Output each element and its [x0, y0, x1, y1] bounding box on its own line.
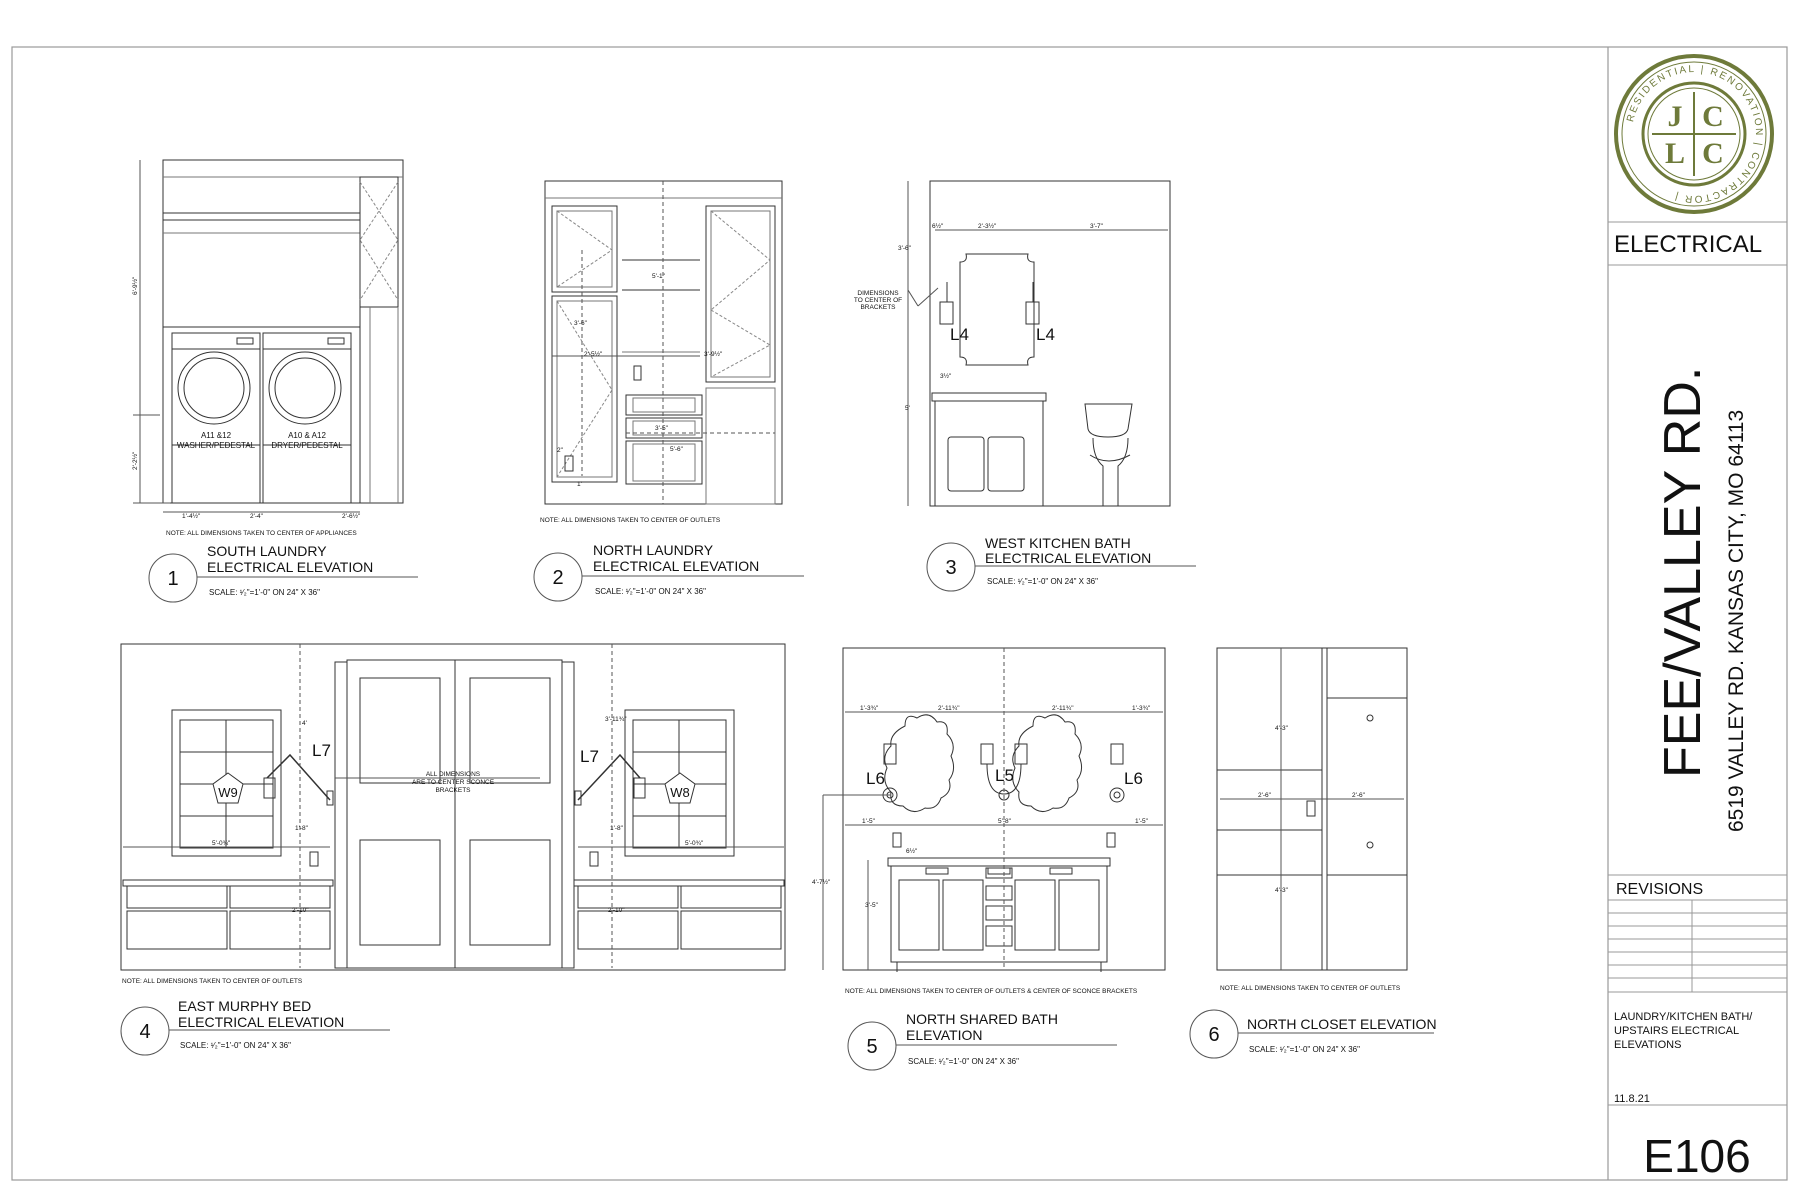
- tag-l5: L5: [995, 766, 1014, 785]
- tag-l6-right: L6: [1124, 769, 1143, 788]
- company-logo: [1616, 56, 1772, 212]
- drawing-label: 5': [905, 405, 910, 412]
- drawing-label: 2'-11¾": [938, 705, 960, 712]
- drawing-label: 1: [167, 568, 179, 590]
- drawing-label: 1'-8": [610, 825, 623, 832]
- drawing-label: TO CENTER OF: [853, 297, 903, 304]
- drawing-label: 1'-5": [1135, 818, 1148, 825]
- elevation-6-north-closet: [1217, 648, 1407, 970]
- drawing-label: 5'-0¾": [212, 840, 231, 847]
- drawing-label: 2'-3½": [978, 223, 997, 230]
- elevation-5-north-shared-bath: [823, 648, 1165, 972]
- logo-letter-4: C: [1702, 137, 1724, 170]
- drawing-title-1: [149, 543, 418, 602]
- elevation-2-text: [540, 273, 723, 524]
- tag-l4-left: L4: [950, 325, 969, 344]
- sheet-description-2: UPSTAIRS ELECTRICAL: [1614, 1025, 1740, 1037]
- drawing-label: 1'-4½": [182, 513, 201, 520]
- drawing-title-2: [534, 542, 804, 601]
- sheet-description-3: ELEVATIONS: [1614, 1039, 1682, 1051]
- drawing-label: 2'-5½": [584, 351, 603, 358]
- drawing-label: WASHER/PEDESTAL: [176, 441, 256, 450]
- drawing-label: 2": [557, 447, 563, 454]
- drawing-label: 2'-6": [1352, 792, 1365, 799]
- drawing-label: 6½": [932, 223, 944, 230]
- drawing-label: 3'-6": [898, 245, 911, 252]
- drawing-title-6: [1190, 1010, 1437, 1058]
- drawing-label: 1'-5": [862, 818, 875, 825]
- drawing-label: SCALE: ¹⁄₂"=1'-0" ON 24" X 36": [595, 587, 706, 596]
- drawing-label: 2'-10": [608, 907, 625, 914]
- drawing-label: 4'-3": [1275, 725, 1288, 732]
- drawing-label: 6'-9½": [132, 276, 139, 295]
- drawing-title-5: [848, 1011, 1117, 1070]
- drawing-title-3: [927, 535, 1196, 591]
- drawing-label: EAST MURPHY BED: [178, 998, 312, 1014]
- drawing-label: 2'-2½": [132, 451, 139, 470]
- drawing-label: 1'-8": [295, 825, 308, 832]
- drawing-label: NORTH SHARED BATH: [906, 1011, 1058, 1027]
- drawing-label: 3'-9½": [704, 351, 723, 358]
- elevation-6-text: [1220, 725, 1401, 992]
- drawing-label: 6: [1208, 1024, 1220, 1046]
- project-name: FEE/VALLEY RD.: [1654, 366, 1712, 778]
- elevation-5-note: NOTE: ALL DIMENSIONS TAKEN TO CENTER OF OUTLETS & CENTER OF SCONCE BRACKETS: [845, 988, 1138, 995]
- sheet-number: E106: [1643, 1130, 1751, 1182]
- drawing-label: SOUTH LAUNDRY: [207, 543, 327, 559]
- logo-ring-text: RESIDENTIAL | RENOVATION | CONTRACTOR |: [1625, 63, 1765, 205]
- drawing-label: 2'-6": [1258, 792, 1271, 799]
- elevation-2-north-laundry: [545, 181, 782, 504]
- elevation-1-south-laundry: [133, 160, 403, 512]
- drawing-label: 3'-11¾": [605, 716, 627, 723]
- drawing-label: 3: [945, 557, 957, 579]
- drawing-label: ELECTRICAL ELEVATION: [207, 559, 374, 575]
- elevation-4-east-murphy-bed: [121, 644, 785, 970]
- drawing-label: BRACKETS: [860, 304, 896, 311]
- logo-letter-2: C: [1702, 100, 1724, 133]
- drawing-label: 4: [139, 1021, 151, 1043]
- sheet-description-1: LAUNDRY/KITCHEN BATH/: [1614, 1011, 1753, 1023]
- drawing-label: 3'-7": [1090, 223, 1103, 230]
- drawing-label: DIMENSIONS: [857, 290, 899, 297]
- drawing-label: 4'-3": [1275, 887, 1288, 894]
- drawing-label: 3'-5": [655, 425, 668, 432]
- drawing-label: 5: [866, 1036, 878, 1058]
- drawing-label: SCALE: ¹⁄₂"=1'-0" ON 24" X 36": [908, 1057, 1019, 1066]
- elevation-6-note: NOTE: ALL DIMENSIONS TAKEN TO CENTER OF OUTLETS: [1220, 985, 1401, 992]
- tag-l7-left: L7: [312, 741, 331, 760]
- drawing-label: 5'-0¾": [685, 840, 704, 847]
- drawing-label: A10 & A12: [288, 431, 326, 440]
- drawing-label: SCALE: ¹⁄₂"=1'-0" ON 24" X 36": [209, 588, 320, 597]
- sheet-date: 11.8.21: [1614, 1093, 1650, 1105]
- drawing-label: SCALE: ¹⁄₂"=1'-0" ON 24" X 36": [180, 1041, 291, 1050]
- drawing-label: 2'-4": [250, 513, 263, 520]
- drawing-label: 1'-3¾": [1132, 705, 1151, 712]
- tag-l4-right: L4: [1036, 325, 1055, 344]
- drawing-label: 3'-6": [574, 320, 587, 327]
- drawing-label: 2'-6½": [342, 513, 361, 520]
- elevation-2-note: NOTE: ALL DIMENSIONS TAKEN TO CENTER OF OUTLETS: [540, 517, 721, 524]
- drawing-label: 3'-5": [865, 902, 878, 909]
- drawing-label: A11 &12: [200, 431, 232, 440]
- project-address: 6519 VALLEY RD. KANSAS CITY, MO 64113: [1725, 409, 1748, 832]
- drawing-label: ELECTRICAL ELEVATION: [178, 1014, 345, 1030]
- drawing-label: 4': [302, 720, 307, 727]
- elevation-1-text: [131, 276, 361, 537]
- drawing-label: 1': [577, 481, 582, 488]
- drawing-label: ARE TO CENTER SCONCE: [411, 779, 495, 786]
- revisions-label: REVISIONS: [1616, 881, 1704, 898]
- elevation-5-text: [812, 705, 1151, 995]
- drawing-label: 6½": [906, 848, 918, 855]
- drawing-label: WEST KITCHEN BATH: [985, 535, 1131, 551]
- drawing-label: 4'-7½": [812, 879, 831, 886]
- elevation-1-note: NOTE: ALL DIMENSIONS TAKEN TO CENTER OF APPLIANCES: [166, 530, 357, 537]
- tag-w9: W9: [218, 785, 238, 800]
- drawing-label: 5'-6": [670, 446, 683, 453]
- drawing-label: BRACKETS: [435, 787, 471, 794]
- drawing-label: NORTH LAUNDRY: [593, 542, 714, 558]
- drawing-label: 3½": [940, 373, 952, 380]
- logo-letter-1: J: [1667, 100, 1683, 133]
- tag-w8: W8: [670, 785, 690, 800]
- drawing-label: 5'-8": [998, 818, 1011, 825]
- drawing-label: SCALE: ¹⁄₂"=1'-0" ON 24" X 36": [987, 577, 1098, 586]
- drawing-title-4: [121, 998, 390, 1055]
- drawing-label: 2: [552, 567, 564, 589]
- drawing-label: NORTH CLOSET ELEVATION: [1247, 1016, 1437, 1032]
- drawing-label: ELECTRICAL ELEVATION: [593, 558, 760, 574]
- elevation-3-text: [854, 222, 1104, 412]
- drawing-label: 5'-1": [652, 273, 665, 280]
- discipline-label: ELECTRICAL: [1614, 231, 1763, 258]
- tag-l7-right: L7: [580, 747, 599, 766]
- drawing-label: 1'-3¾": [860, 705, 879, 712]
- drawing-label: SCALE: ¹⁄₂"=1'-0" ON 24" X 36": [1249, 1045, 1360, 1054]
- drawing-label: ELECTRICAL ELEVATION: [985, 550, 1152, 566]
- elevation-4-note: NOTE: ALL DIMENSIONS TAKEN TO CENTER OF OUTLETS: [122, 978, 303, 985]
- drawing-label: 2'-10": [292, 907, 309, 914]
- tag-l6-left: L6: [866, 769, 885, 788]
- drawing-label: ALL DIMENSIONS: [425, 771, 481, 778]
- logo-letter-3: L: [1664, 137, 1686, 170]
- drawing-label: DRYER/PEDESTAL: [271, 441, 343, 450]
- drawing-label: ELEVATION: [906, 1027, 983, 1043]
- drawing-label: 2'-11¾": [1052, 705, 1074, 712]
